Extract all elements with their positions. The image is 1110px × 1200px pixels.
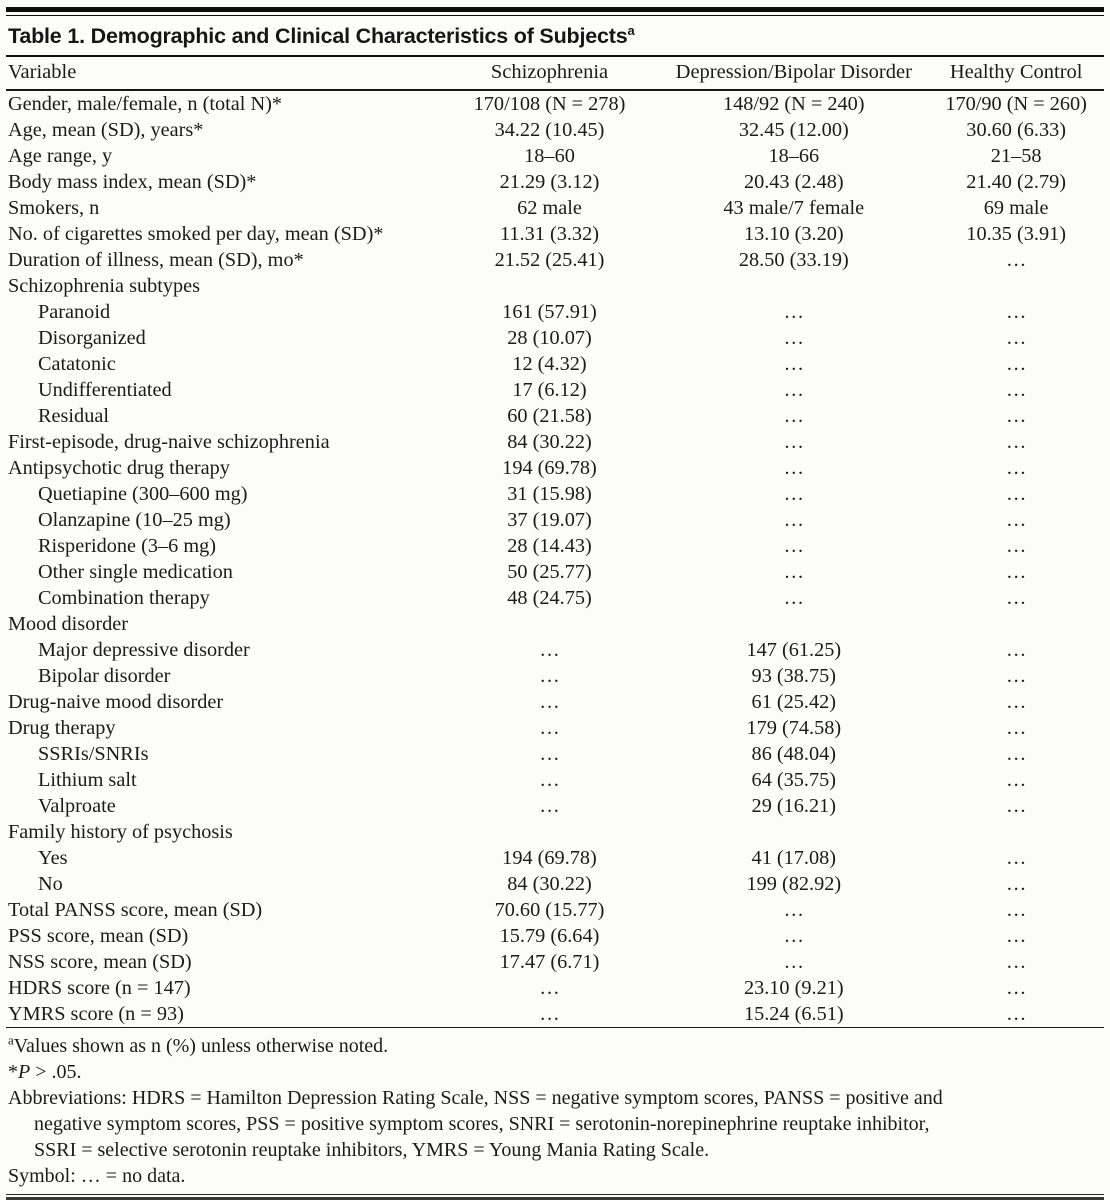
- row-value: …: [1006, 379, 1027, 401]
- row-value: [928, 273, 1104, 299]
- table-header: [6, 57, 1104, 90]
- row-value: 21.52 (25.41): [494, 249, 605, 271]
- row-label: Lithium salt: [38, 769, 137, 791]
- row-label: No: [38, 873, 63, 895]
- table-body: [6, 90, 1104, 1028]
- row-value: …: [1006, 951, 1027, 973]
- row-label: First-episode, drug-naive schizophrenia: [8, 431, 330, 453]
- column-header-variable: Variable: [6, 57, 440, 90]
- row-value: [659, 611, 928, 637]
- row-value: …: [783, 587, 804, 609]
- row-label: Age, mean (SD), years*: [8, 119, 204, 141]
- row-value: …: [783, 327, 804, 349]
- row-label: Valproate: [38, 795, 116, 817]
- row-label: Body mass index, mean (SD)*: [8, 171, 257, 193]
- row-value: 170/90 (N = 260): [945, 93, 1087, 115]
- row-value: …: [1006, 743, 1027, 765]
- footnote-p-symbol: P: [18, 1061, 31, 1083]
- column-header-depression-bipolar: Depression/Bipolar Disorder: [659, 57, 928, 90]
- row-value: 93 (38.75): [751, 665, 837, 687]
- row-value: 17.47 (6.71): [499, 951, 600, 973]
- table-row: [6, 637, 1104, 663]
- row-value: …: [783, 431, 804, 453]
- table-row: [6, 221, 1104, 247]
- row-value: 147 (61.25): [746, 639, 842, 661]
- row-value: 194 (69.78): [502, 457, 597, 479]
- row-label: Catatonic: [38, 353, 116, 375]
- row-value: 170/108 (N = 278): [473, 93, 626, 115]
- row-value: …: [539, 1003, 560, 1025]
- footnote-symbol: Symbol: … = no data.: [8, 1165, 186, 1187]
- row-value: [440, 611, 660, 637]
- table-row: [6, 247, 1104, 273]
- row-label: Mood disorder: [8, 613, 128, 635]
- row-value: …: [1006, 925, 1027, 947]
- table-title: [8, 24, 634, 48]
- row-value: [440, 819, 660, 845]
- row-value: …: [783, 925, 804, 947]
- row-label: Drug therapy: [8, 717, 116, 739]
- row-value: 28 (10.07): [507, 327, 592, 349]
- row-label: Risperidone (3–6 mg): [38, 535, 216, 557]
- row-label: Disorganized: [38, 327, 146, 349]
- row-value: 69 male: [983, 197, 1049, 219]
- row-value: …: [1006, 353, 1027, 375]
- row-value: …: [783, 379, 804, 401]
- row-label: SSRIs/SNRIs: [38, 743, 149, 765]
- row-label: Drug-naive mood disorder: [8, 691, 224, 713]
- row-value: …: [783, 899, 804, 921]
- footnotes-block: [6, 1028, 1104, 1192]
- row-value: 13.10 (3.20): [743, 223, 844, 245]
- table-row: [6, 455, 1104, 481]
- footnote-a-text: Values shown as n (%) unless otherwise noted.: [13, 1035, 389, 1057]
- row-value: …: [1006, 795, 1027, 817]
- table-row: [6, 923, 1104, 949]
- footnote-a: [8, 1033, 1102, 1059]
- row-label: Total PANSS score, mean (SD): [8, 899, 263, 921]
- row-label: Undifferentiated: [38, 379, 172, 401]
- table-row: [6, 715, 1104, 741]
- row-value: …: [1006, 873, 1027, 895]
- row-label: Paranoid: [38, 301, 111, 323]
- row-value: 70.60 (15.77): [494, 899, 605, 921]
- table-row: [6, 871, 1104, 897]
- table-row: [6, 507, 1104, 533]
- row-value: …: [539, 717, 560, 739]
- row-value: 60 (21.58): [507, 405, 592, 427]
- row-value: …: [1006, 847, 1027, 869]
- row-value: 86 (48.04): [751, 743, 837, 765]
- bottom-double-rule: [6, 1194, 1104, 1200]
- row-value: …: [1006, 483, 1027, 505]
- row-value: …: [539, 977, 560, 999]
- row-label: Schizophrenia subtypes: [8, 275, 201, 297]
- row-value: …: [1006, 509, 1027, 531]
- row-value: 84 (30.22): [507, 873, 592, 895]
- row-value: …: [783, 951, 804, 973]
- row-value: …: [783, 457, 804, 479]
- row-value: …: [783, 353, 804, 375]
- table-row: [6, 689, 1104, 715]
- row-value: …: [1006, 587, 1027, 609]
- row-label: NSS score, mean (SD): [8, 951, 192, 973]
- row-value: 28 (14.43): [507, 535, 592, 557]
- table-row: [6, 403, 1104, 429]
- row-value: 41 (17.08): [751, 847, 837, 869]
- row-value: 11.31 (3.32): [500, 223, 599, 245]
- row-value: …: [783, 483, 804, 505]
- row-label: HDRS score (n = 147): [8, 977, 191, 999]
- table-row: [6, 481, 1104, 507]
- row-value: 15.79 (6.64): [499, 925, 600, 947]
- table-row: [6, 559, 1104, 585]
- row-value: 61 (25.42): [751, 691, 837, 713]
- row-value: 20.43 (2.48): [743, 171, 844, 193]
- row-value: 21.29 (3.12): [499, 171, 600, 193]
- footnote-abbreviations-line-3: SSRI = selective serotonin reuptake inhibitors, YMRS = Young Mania Rating Scale.: [34, 1139, 710, 1161]
- row-value: …: [1006, 717, 1027, 739]
- column-header-schizophrenia: Schizophrenia: [440, 57, 660, 90]
- table-row: [6, 611, 1104, 637]
- row-value: 161 (57.91): [502, 301, 597, 323]
- row-value: …: [783, 509, 804, 531]
- table-row: [6, 897, 1104, 923]
- table-row: [6, 741, 1104, 767]
- row-label: Olanzapine (10–25 mg): [38, 509, 231, 531]
- table-row: [6, 949, 1104, 975]
- row-value: …: [539, 795, 560, 817]
- title-footnote-marker: a: [627, 22, 635, 38]
- row-value: [440, 273, 660, 299]
- table-row: [6, 429, 1104, 455]
- row-value: 28.50 (33.19): [738, 249, 849, 271]
- row-label: YMRS score (n = 93): [8, 1003, 184, 1025]
- row-label: Duration of illness, mean (SD), mo*: [8, 249, 304, 271]
- row-value: 15.24 (6.51): [743, 1003, 844, 1025]
- table-row: [6, 195, 1104, 221]
- row-value: …: [1006, 457, 1027, 479]
- row-value: [928, 611, 1104, 637]
- column-header-healthy-control: Healthy Control: [928, 57, 1104, 90]
- row-value: …: [783, 535, 804, 557]
- row-label: PSS score, mean (SD): [8, 925, 189, 947]
- row-value: …: [539, 665, 560, 687]
- characteristics-table: [6, 57, 1104, 1028]
- row-value: …: [783, 405, 804, 427]
- table-title-bar: [6, 16, 1104, 57]
- table-row: [6, 845, 1104, 871]
- footnote-p-rest: > .05.: [30, 1061, 82, 1083]
- table-row: [6, 819, 1104, 845]
- row-value: 179 (74.58): [746, 717, 842, 739]
- table-row: [6, 351, 1104, 377]
- row-value: …: [1006, 327, 1027, 349]
- footnote-p-star: *: [8, 1061, 18, 1083]
- row-value: …: [783, 561, 804, 583]
- table-row: [6, 299, 1104, 325]
- row-value: …: [1006, 405, 1027, 427]
- footnote-abbreviations-line-2: negative symptom scores, PSS = positive symptom scores, SNRI = serotonin-norepinephrine reuptake inhibitor,: [34, 1113, 930, 1135]
- table-row: [6, 90, 1104, 117]
- row-value: 199 (82.92): [746, 873, 842, 895]
- row-value: 48 (24.75): [507, 587, 592, 609]
- header-row: [6, 57, 1104, 90]
- table-row: [6, 793, 1104, 819]
- row-value: …: [1006, 535, 1027, 557]
- table-row: [6, 325, 1104, 351]
- row-value: 10.35 (3.91): [966, 223, 1066, 245]
- row-label: Gender, male/female, n (total N)*: [8, 93, 282, 115]
- table-title-text: Table 1. Demographic and Clinical Characteristics of Subjects: [8, 24, 628, 48]
- table-row: [6, 377, 1104, 403]
- row-value: 18–60: [524, 145, 575, 167]
- row-value: …: [1006, 665, 1027, 687]
- row-value: …: [1006, 977, 1027, 999]
- row-value: 12 (4.32): [512, 353, 587, 375]
- row-value: …: [1006, 301, 1027, 323]
- row-label: Antipsychotic drug therapy: [8, 457, 230, 479]
- row-label: Combination therapy: [38, 587, 210, 609]
- row-value: …: [539, 769, 560, 791]
- table-row: [6, 169, 1104, 195]
- table-row: [6, 1001, 1104, 1028]
- row-label: Yes: [38, 847, 68, 869]
- row-value: …: [1006, 639, 1027, 661]
- table-row: [6, 663, 1104, 689]
- row-value: …: [539, 639, 560, 661]
- row-value: 29 (16.21): [751, 795, 837, 817]
- row-value: 84 (30.22): [507, 431, 592, 453]
- row-value: 30.60 (6.33): [966, 119, 1066, 141]
- row-label: No. of cigarettes smoked per day, mean (SD)*: [8, 223, 384, 245]
- row-value: 194 (69.78): [502, 847, 597, 869]
- row-value: [659, 819, 928, 845]
- row-value: 34.22 (10.45): [494, 119, 605, 141]
- row-label: Major depressive disorder: [38, 639, 250, 661]
- row-value: 43 male/7 female: [723, 197, 865, 219]
- row-label: Quetiapine (300–600 mg): [38, 483, 248, 505]
- row-value: …: [1006, 431, 1027, 453]
- row-value: …: [539, 691, 560, 713]
- row-value: …: [783, 301, 804, 323]
- row-value: 37 (19.07): [507, 509, 592, 531]
- row-value: 31 (15.98): [507, 483, 592, 505]
- row-label: Bipolar disorder: [38, 665, 171, 687]
- row-value: 50 (25.77): [507, 561, 592, 583]
- row-value: …: [1006, 899, 1027, 921]
- row-value: [928, 819, 1104, 845]
- footnote-abbreviations-line-1: Abbreviations: HDRS = Hamilton Depression Rating Scale, NSS = negative symptom scores, PANSS = positive and: [8, 1087, 943, 1109]
- row-label: Age range, y: [8, 145, 113, 167]
- row-value: [659, 273, 928, 299]
- row-value: 21.40 (2.79): [966, 171, 1066, 193]
- table-row: [6, 143, 1104, 169]
- table-row: [6, 585, 1104, 611]
- row-value: …: [1006, 249, 1027, 271]
- row-value: …: [1006, 1003, 1027, 1025]
- row-value: 62 male: [517, 197, 582, 219]
- row-label: Smokers, n: [8, 197, 100, 219]
- table-row: [6, 533, 1104, 559]
- table-row: [6, 273, 1104, 299]
- row-value: 17 (6.12): [512, 379, 587, 401]
- row-value: …: [539, 743, 560, 765]
- row-value: 21–58: [990, 145, 1042, 167]
- table-row: [6, 767, 1104, 793]
- row-value: …: [1006, 769, 1027, 791]
- row-value: 32.45 (12.00): [738, 119, 849, 141]
- row-value: 148/92 (N = 240): [723, 93, 865, 115]
- row-label: Residual: [38, 405, 109, 427]
- top-double-rule: [6, 7, 1104, 16]
- footnote-a-marker: a: [8, 1032, 14, 1048]
- table-row: [6, 975, 1104, 1001]
- row-label: Other single medication: [38, 561, 233, 583]
- footnote-p-value: [8, 1059, 1102, 1085]
- row-value: …: [1006, 691, 1027, 713]
- row-value: 18–66: [768, 145, 820, 167]
- row-value: 23.10 (9.21): [743, 977, 844, 999]
- row-label: Family history of psychosis: [8, 821, 233, 843]
- row-value: 64 (35.75): [751, 769, 837, 791]
- table-row: [6, 117, 1104, 143]
- row-value: …: [1006, 561, 1027, 583]
